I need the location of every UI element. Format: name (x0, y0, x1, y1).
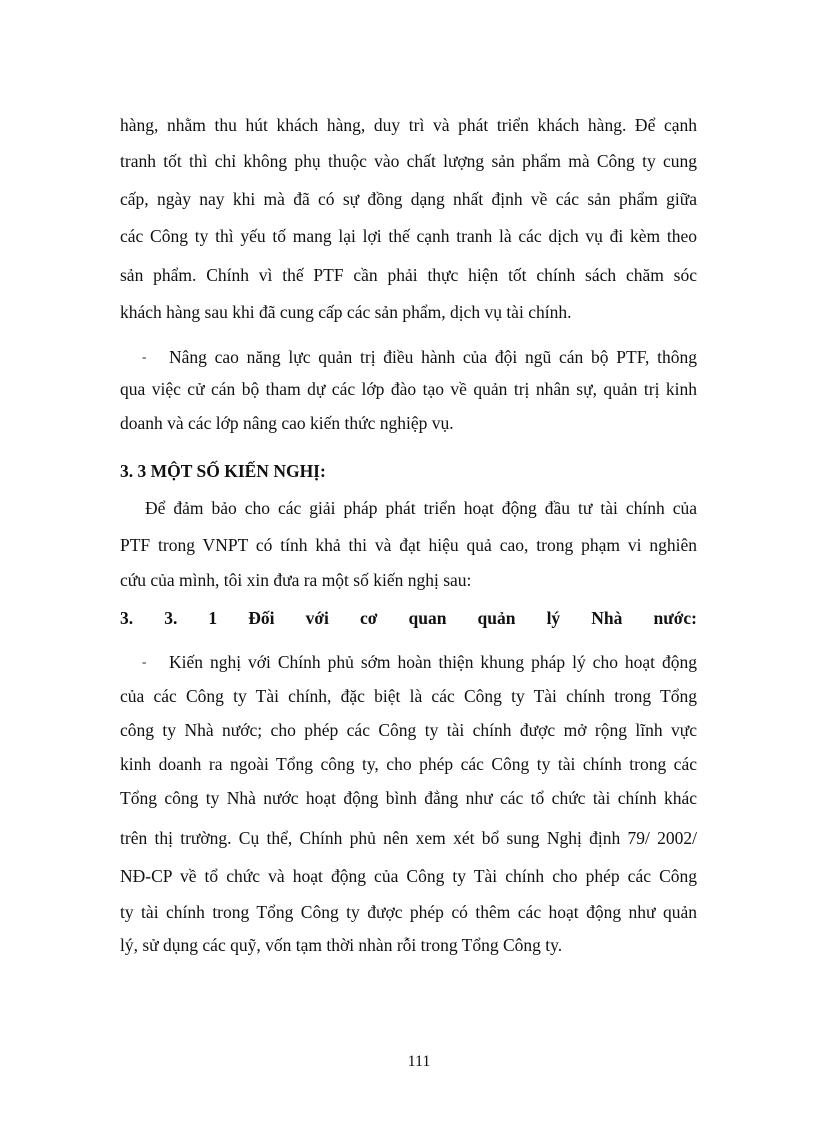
text-line: trên thị trường. Cụ thể, Chính phủ nên xem xét bổ sung Nghị định 79/ 2002/ (120, 828, 697, 848)
heading-word: với (305, 608, 329, 628)
text-line: NĐ-CP về tổ chức và hoạt động của Công ty Tài chính cho phép các Công (120, 866, 697, 886)
heading-word: nước: (653, 608, 697, 628)
text-line: ty tài chính trong Tổng Công ty được phép có thêm các hoạt động như quản (120, 902, 697, 922)
heading-word: cơ (359, 608, 378, 628)
heading-word: 3. (120, 608, 134, 628)
text-line: các Công ty thì yếu tố mang lại lợi thế cạnh tranh là các dịch vụ đi kèm theo (120, 226, 697, 246)
text-line: doanh và các lớp nâng cao kiến thức nghiệp vụ. (120, 413, 454, 433)
text-line: Kiến nghị với Chính phủ sớm hoàn thiện khung pháp lý cho hoạt động (169, 652, 697, 672)
text-line: Nâng cao năng lực quản trị điều hành của đội ngũ cán bộ PTF, thông (169, 347, 697, 367)
text-line: của các Công ty Tài chính, đặc biệt là các Công ty Tài chính trong Tổng (120, 686, 697, 706)
text-line: cứu của mình, tôi xin đưa ra một số kiến nghị sau: (120, 570, 472, 590)
text-line: hàng, nhằm thu hút khách hàng, duy trì và phát triển khách hàng. Để cạnh (120, 115, 697, 135)
text-line: khách hàng sau khi đã cung cấp các sản phẩm, dịch vụ tài chính. (120, 302, 572, 322)
heading-word: quản (477, 608, 516, 628)
heading-word: 3. (164, 608, 178, 628)
text-line: sản phẩm. Chính vì thế PTF cần phải thực hiện tốt chính sách chăm sóc (120, 265, 697, 285)
text-line: kinh doanh ra ngoài Tổng công ty, cho phép các Công ty tài chính trong các (120, 754, 697, 774)
text-line: Tổng công ty Nhà nước hoạt động bình đẳng như các tổ chức tài chính khác (120, 788, 697, 808)
text-line: PTF trong VNPT có tính khả thi và đạt hiệu quả cao, trong phạm vi nghiên (120, 535, 697, 555)
text-line: Để đảm bảo cho các giải pháp phát triển hoạt động đầu tư tài chính của (145, 498, 697, 518)
bullet-marker: - (142, 654, 147, 669)
text-line: lý, sử dụng các quỹ, vốn tạm thời nhàn rỗi trong Tổng Công ty. (120, 935, 563, 955)
text-line: cấp, ngày nay khi mà đã có sự đồng dạng nhất định về các sản phẩm giữa (120, 189, 697, 209)
heading-word: quan (408, 608, 447, 628)
text-line: công ty Nhà nước; cho phép các Công ty tài chính được mở rộng lĩnh vực (120, 720, 697, 740)
heading-word: lý (546, 608, 561, 628)
heading-word: 1 (208, 608, 218, 628)
heading-word: Đối (248, 608, 275, 628)
text-line: qua việc cử cán bộ tham dự các lớp đào tạo về quản trị nhân sự, quản trị kinh (120, 379, 697, 399)
bullet-marker: - (142, 349, 147, 364)
text-line: tranh tốt thì chỉ không phụ thuộc vào chất lượng sản phẩm mà Công ty cung (120, 151, 697, 171)
section-heading: 3. 3 MỘT SỐ KIẾN NGHỊ: (120, 461, 326, 481)
subsection-heading (120, 607, 697, 629)
heading-word: Nhà (591, 608, 623, 628)
page-number: 111 (407, 1053, 431, 1070)
